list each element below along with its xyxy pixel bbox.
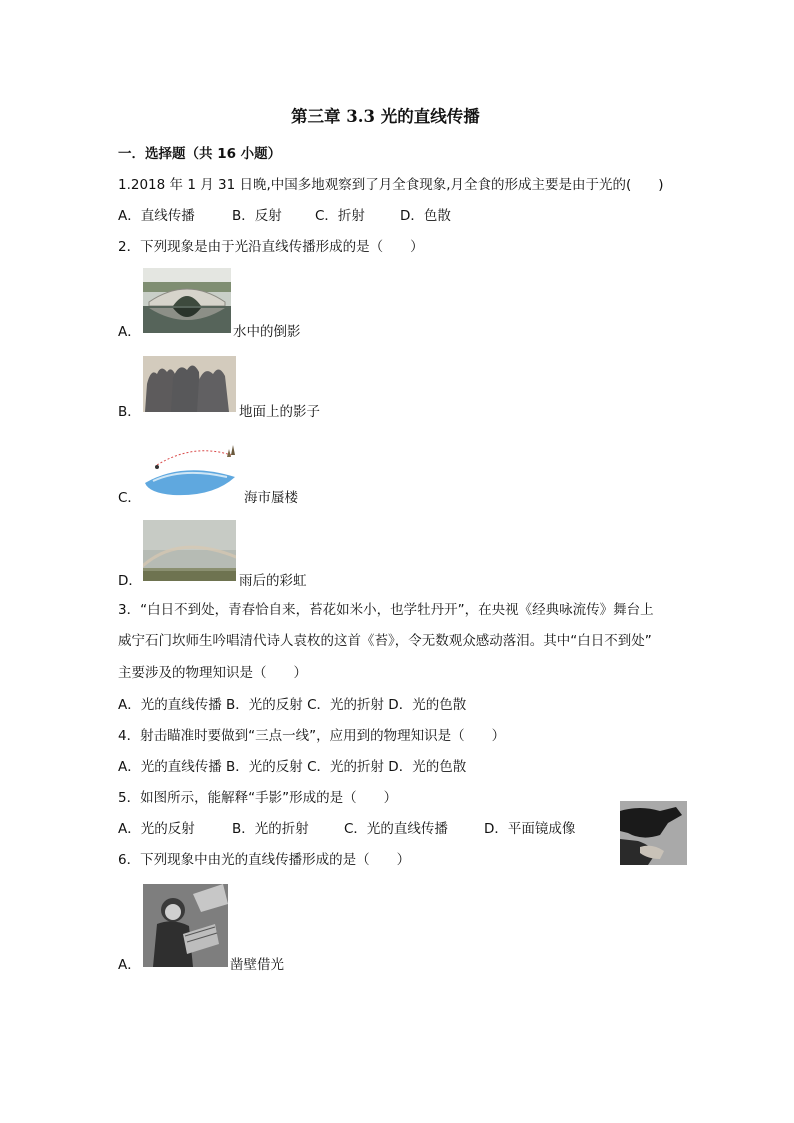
question-5-stem: 5．如图所示，能解释“手影”形成的是（ ） <box>118 790 398 806</box>
q2-option-c-letter: C． <box>118 490 141 506</box>
question-4-stem: 4．射击瞄准时要做到“三点一线”，应用到的物理知识是（ ） <box>118 728 506 744</box>
q2-option-a-letter: A． <box>118 324 141 340</box>
q2-option-d-caption: 雨后的彩虹 <box>239 573 307 589</box>
q3-options: A．光的直线传播 B．光的反射 C．光的折射 D．光的色散 <box>118 697 467 713</box>
q5-option-c: C．光的直线传播 <box>344 821 448 837</box>
rainbow-image <box>143 520 236 581</box>
section-heading: 一．选择题（共 16 小题） <box>118 146 282 162</box>
q2-option-c-caption: 海市蜃楼 <box>244 490 298 506</box>
ground-shadow-image <box>143 356 236 412</box>
q2-option-b-caption: 地面上的影子 <box>239 404 320 420</box>
page-title: 第三章 3.3 光的直线传播 <box>291 107 480 126</box>
q5-option-a: A．光的反射 <box>118 821 195 837</box>
question-3-line-3: 主要涉及的物理知识是（ ） <box>118 665 307 681</box>
mirage-image <box>143 437 240 497</box>
question-3-line-2: 威宁石门坎师生吟唱清代诗人袁枚的这首《苔》，令无数观众感动落泪。其中“白日不到处” <box>118 633 652 649</box>
q2-option-a-caption: 水中的倒影 <box>233 324 301 340</box>
q2-option-b-letter: B． <box>118 404 141 420</box>
q4-options: A．光的直线传播 B．光的反射 C．光的折射 D．光的色散 <box>118 759 467 775</box>
question-3-line-1: 3．“白日不到处，青春恰自来，苔花如米小，也学牡丹开”，在央视《经典咏流传》舞台上 <box>118 602 654 618</box>
q6-option-a-caption: 凿壁借光 <box>230 957 284 973</box>
question-6-stem: 6．下列现象中由光的直线传播形成的是（ ） <box>118 852 411 868</box>
q5-option-d: D．平面镜成像 <box>484 821 576 837</box>
question-2-stem: 2．下列现象是由于光沿直线传播形成的是（ ） <box>118 239 424 255</box>
q1-option-d: D．色散 <box>400 208 451 224</box>
hand-shadow-image <box>620 801 687 865</box>
question-1-stem: 1.2018 年 1 月 31 日晚,中国多地观察到了月全食现象,月全食的形成主要是由于光的( ) <box>118 177 664 193</box>
wall-light-image <box>143 884 228 967</box>
q6-option-a-letter: A． <box>118 957 141 973</box>
q5-option-b: B．光的折射 <box>232 821 309 837</box>
bridge-reflection-image <box>143 268 231 333</box>
q2-option-d-letter: D． <box>118 573 142 589</box>
q1-option-a: A．直线传播 <box>118 208 195 224</box>
q1-option-c: C．折射 <box>315 208 365 224</box>
q1-option-b: B．反射 <box>232 208 282 224</box>
